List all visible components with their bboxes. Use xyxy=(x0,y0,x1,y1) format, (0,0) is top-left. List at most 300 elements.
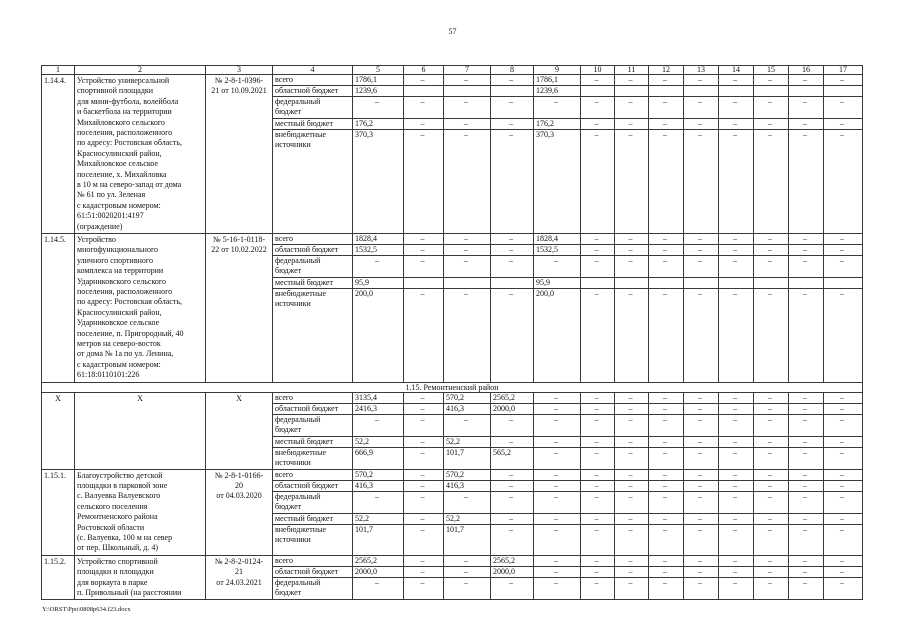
amount-cell: – xyxy=(649,480,684,491)
amount-cell: – xyxy=(404,130,444,234)
column-number: 3 xyxy=(206,66,273,75)
amount-cell: – xyxy=(534,555,581,566)
description-line: для мини-футбола, волейбола xyxy=(77,96,179,106)
amount-cell: – xyxy=(824,577,863,600)
amount-cell: – xyxy=(615,414,649,436)
funding-table-body xyxy=(42,66,863,600)
amount-cell: – xyxy=(615,234,649,245)
amount-cell xyxy=(615,278,649,289)
amount-cell: – xyxy=(615,566,649,577)
amount-cell: – xyxy=(789,245,824,256)
amount-cell: – xyxy=(444,234,491,245)
column-number: 4 xyxy=(273,66,353,75)
amount-cell: 2000,0 xyxy=(491,403,534,414)
description-line: и баскетбола на территории xyxy=(77,107,172,117)
amount-cell: – xyxy=(404,480,444,491)
amount-cell: – xyxy=(754,130,789,234)
amount-cell: – xyxy=(824,513,863,524)
funding-source-line: областной бюджет xyxy=(275,245,339,254)
funding-source-cell xyxy=(273,130,353,234)
approval-document-cell xyxy=(206,234,273,383)
amount-cell: – xyxy=(649,577,684,600)
funding-source-cell xyxy=(273,513,353,524)
amount-cell: 2000,0 xyxy=(491,566,534,577)
document-line: от 24.03.2021 xyxy=(216,577,262,587)
description-line: (с. Валуевка, 100 м на север xyxy=(77,533,173,543)
document-line: 20 xyxy=(235,481,243,490)
amount-cell: 1239,6 xyxy=(353,86,404,97)
amount-cell: 95,9 xyxy=(534,278,581,289)
amount-cell: – xyxy=(404,392,444,403)
approval-document-cell xyxy=(206,469,273,555)
amount-cell: – xyxy=(754,555,789,566)
amount-cell: – xyxy=(789,130,824,234)
amount-cell: – xyxy=(491,577,534,600)
amount-cell: 2416,3 xyxy=(353,403,404,414)
amount-cell: – xyxy=(824,234,863,245)
amount-cell: – xyxy=(649,555,684,566)
amount-cell: – xyxy=(491,469,534,480)
column-number: 7 xyxy=(444,66,491,75)
amount-cell: – xyxy=(444,256,491,278)
amount-cell: 52,2 xyxy=(444,436,491,447)
amount-cell: – xyxy=(491,97,534,119)
amount-cell xyxy=(824,278,863,289)
amount-cell: 52,2 xyxy=(444,513,491,524)
amount-cell: – xyxy=(754,289,789,383)
amount-cell: 101,7 xyxy=(444,524,491,555)
amount-cell: – xyxy=(719,75,754,86)
amount-cell: – xyxy=(581,130,615,234)
amount-cell: – xyxy=(404,447,444,469)
amount-cell: – xyxy=(754,245,789,256)
description-line: 61:51:0020201:4197 xyxy=(77,211,144,221)
description-line: Красносулинский район, xyxy=(77,307,162,317)
amount-cell: – xyxy=(581,256,615,278)
footer-file-path: Y:\ORST\Ppo\0808p634.f23.docx xyxy=(42,606,131,613)
amount-cell: 200,0 xyxy=(534,289,581,383)
description-line: по адресу: Ростовская область, xyxy=(77,297,182,307)
approval-document-cell xyxy=(206,75,273,234)
amount-cell: – xyxy=(615,403,649,414)
description-line: от дома № 1а по ул. Ленина, xyxy=(77,349,174,359)
description-line: Михайловского сельского xyxy=(77,117,165,127)
amount-cell: – xyxy=(534,566,581,577)
amount-cell: – xyxy=(824,491,863,513)
document-line: № 2-8-1-0166- xyxy=(214,470,264,480)
column-number: 8 xyxy=(491,66,534,75)
amount-cell: – xyxy=(684,436,719,447)
description-line: Ремонтненского района xyxy=(77,512,158,522)
amount-cell: – xyxy=(444,119,491,130)
description-line: спортивной площадки xyxy=(77,86,154,96)
funding-source-cell xyxy=(273,256,353,278)
amount-cell: – xyxy=(404,234,444,245)
item-number-cell: 1.15.1. xyxy=(42,469,75,555)
amount-cell: – xyxy=(789,491,824,513)
funding-source-cell xyxy=(273,278,353,289)
amount-cell: – xyxy=(684,480,719,491)
amount-cell: – xyxy=(353,414,404,436)
description-line: поселения, расположенного xyxy=(77,287,173,297)
amount-cell: – xyxy=(649,256,684,278)
funding-source-line: местный бюджет xyxy=(275,436,333,446)
item-description-cell xyxy=(75,392,206,469)
amount-cell: – xyxy=(615,97,649,119)
amount-cell: – xyxy=(649,75,684,86)
amount-cell: – xyxy=(534,392,581,403)
amount-cell: – xyxy=(649,245,684,256)
amount-cell: 1786,1 xyxy=(534,75,581,86)
amount-cell: – xyxy=(534,524,581,555)
amount-cell: – xyxy=(754,491,789,513)
description-line: по адресу: Ростовская область, xyxy=(77,138,182,148)
description-line: 61:18:0110101:226 xyxy=(77,370,140,380)
amount-cell: 52,2 xyxy=(353,513,404,524)
amount-cell: – xyxy=(684,245,719,256)
amount-cell: 95,9 xyxy=(353,278,404,289)
approval-document-cell xyxy=(206,555,273,600)
amount-cell: – xyxy=(754,414,789,436)
amount-cell: – xyxy=(444,491,491,513)
approval-document-cell xyxy=(206,392,273,469)
amount-cell: – xyxy=(444,577,491,600)
column-number-row xyxy=(42,66,863,75)
funding-row xyxy=(42,555,863,566)
amount-cell: – xyxy=(534,97,581,119)
column-number: 14 xyxy=(719,66,754,75)
amount-cell: – xyxy=(684,403,719,414)
amount-cell: – xyxy=(649,97,684,119)
amount-cell: – xyxy=(789,436,824,447)
amount-cell: – xyxy=(684,491,719,513)
amount-cell: – xyxy=(719,234,754,245)
amount-cell: – xyxy=(581,577,615,600)
amount-cell: – xyxy=(789,577,824,600)
amount-cell: – xyxy=(824,555,863,566)
amount-cell: – xyxy=(404,119,444,130)
amount-cell xyxy=(444,278,491,289)
amount-cell: – xyxy=(581,392,615,403)
amount-cell: – xyxy=(615,436,649,447)
funding-source-cell xyxy=(273,119,353,130)
amount-cell xyxy=(649,278,684,289)
amount-cell: – xyxy=(719,447,754,469)
description-line: площадки и площадки xyxy=(77,567,154,577)
description-line: поселение, х. Михайловка xyxy=(77,169,167,179)
amount-cell xyxy=(684,278,719,289)
amount-cell: – xyxy=(581,480,615,491)
funding-source-line: источники xyxy=(275,140,311,149)
amount-cell: – xyxy=(719,119,754,130)
amount-cell: – xyxy=(649,469,684,480)
funding-source-cell xyxy=(273,75,353,86)
amount-cell: – xyxy=(404,524,444,555)
description-line: № 61 по ул. Зеленая xyxy=(77,190,146,200)
amount-cell: – xyxy=(719,524,754,555)
description-line: площадки в парковой зоне xyxy=(77,481,168,490)
amount-cell: 570,2 xyxy=(444,469,491,480)
amount-cell: – xyxy=(404,491,444,513)
amount-cell: – xyxy=(684,392,719,403)
funding-source-line: внебюджетные xyxy=(275,289,326,298)
amount-cell: 101,7 xyxy=(353,524,404,555)
funding-source-line: областной бюджет xyxy=(275,86,339,95)
column-number: 15 xyxy=(754,66,789,75)
column-number: 1 xyxy=(42,66,75,75)
amount-cell: 3135,4 xyxy=(353,392,404,403)
amount-cell: – xyxy=(353,491,404,513)
amount-cell: – xyxy=(649,491,684,513)
amount-cell: – xyxy=(581,289,615,383)
amount-cell: – xyxy=(684,75,719,86)
amount-cell: – xyxy=(581,566,615,577)
amount-cell: – xyxy=(444,245,491,256)
amount-cell: – xyxy=(444,97,491,119)
funding-source-line: бюджет xyxy=(275,107,302,116)
amount-cell: – xyxy=(754,480,789,491)
amount-cell: – xyxy=(491,436,534,447)
amount-cell: – xyxy=(534,256,581,278)
funding-source-line: федеральный xyxy=(275,577,321,587)
amount-cell: – xyxy=(615,577,649,600)
funding-source-line: федеральный xyxy=(275,97,321,106)
amount-cell xyxy=(649,86,684,97)
amount-cell: – xyxy=(615,392,649,403)
amount-cell: – xyxy=(649,119,684,130)
amount-cell: – xyxy=(615,555,649,566)
amount-cell: – xyxy=(684,524,719,555)
amount-cell: – xyxy=(824,130,863,234)
amount-cell: – xyxy=(615,491,649,513)
column-number: 9 xyxy=(534,66,581,75)
amount-cell: – xyxy=(789,392,824,403)
funding-source-line: всего xyxy=(275,392,294,402)
amount-cell: 2000,0 xyxy=(353,566,404,577)
amount-cell: – xyxy=(789,234,824,245)
amount-cell xyxy=(615,86,649,97)
column-number: 11 xyxy=(615,66,649,75)
amount-cell: 52,2 xyxy=(353,436,404,447)
funding-source-line: источники xyxy=(275,299,311,308)
description-line: с. Валуевка Валуевского xyxy=(77,491,161,501)
amount-cell: – xyxy=(581,491,615,513)
funding-source-cell xyxy=(273,289,353,383)
amount-cell: – xyxy=(615,245,649,256)
amount-cell: – xyxy=(404,256,444,278)
funding-source-line: федеральный xyxy=(275,414,321,424)
column-number: 5 xyxy=(353,66,404,75)
document-line: 21 от 10.09.2021 xyxy=(211,86,267,96)
amount-cell: – xyxy=(534,469,581,480)
funding-source-line: бюджет xyxy=(275,266,302,275)
column-number: 2 xyxy=(75,66,206,75)
amount-cell: – xyxy=(789,480,824,491)
column-number: 10 xyxy=(581,66,615,75)
description-line: в 10 м на северо-запад от дома xyxy=(77,180,182,190)
amount-cell: – xyxy=(491,289,534,383)
section-header-row xyxy=(42,382,863,392)
amount-cell: – xyxy=(824,289,863,383)
amount-cell: – xyxy=(754,577,789,600)
description-line: для воркаута в парке xyxy=(77,577,148,587)
amount-cell: 666,9 xyxy=(353,447,404,469)
amount-cell: – xyxy=(719,577,754,600)
amount-cell: – xyxy=(404,289,444,383)
amount-cell: – xyxy=(534,513,581,524)
amount-cell: – xyxy=(754,436,789,447)
amount-cell: – xyxy=(649,513,684,524)
amount-cell: 2565,2 xyxy=(491,392,534,403)
amount-cell xyxy=(684,86,719,97)
amount-cell: – xyxy=(789,469,824,480)
amount-cell: 570,2 xyxy=(444,392,491,403)
amount-cell: – xyxy=(491,245,534,256)
funding-source-cell xyxy=(273,524,353,555)
funding-source-line: всего xyxy=(275,469,294,479)
amount-cell: – xyxy=(649,524,684,555)
amount-cell: – xyxy=(649,289,684,383)
document-line: X xyxy=(236,393,242,403)
amount-cell: – xyxy=(581,75,615,86)
amount-cell: – xyxy=(824,392,863,403)
description-line: поселения, расположенного xyxy=(77,128,173,138)
funding-source-line: всего xyxy=(275,555,294,565)
amount-cell: 1532,5 xyxy=(534,245,581,256)
amount-cell: – xyxy=(581,414,615,436)
amount-cell xyxy=(444,86,491,97)
amount-cell: – xyxy=(649,130,684,234)
funding-source-cell xyxy=(273,491,353,513)
amount-cell: – xyxy=(684,469,719,480)
column-number: 13 xyxy=(684,66,719,75)
description-line: Ударниковское сельское xyxy=(77,318,160,328)
description-line: уличного спортивного xyxy=(77,255,153,265)
amount-cell: – xyxy=(789,566,824,577)
amount-cell: – xyxy=(824,447,863,469)
amount-cell: – xyxy=(581,234,615,245)
amount-cell: – xyxy=(789,403,824,414)
amount-cell: – xyxy=(754,447,789,469)
amount-cell xyxy=(719,86,754,97)
amount-cell: – xyxy=(615,524,649,555)
funding-source-line: федеральный xyxy=(275,256,321,265)
amount-cell: – xyxy=(789,75,824,86)
amount-cell: – xyxy=(824,256,863,278)
column-number: 17 xyxy=(824,66,863,75)
amount-cell: – xyxy=(649,234,684,245)
amount-cell: – xyxy=(581,447,615,469)
funding-source-cell xyxy=(273,447,353,469)
amount-cell xyxy=(789,278,824,289)
amount-cell xyxy=(404,86,444,97)
amount-cell: – xyxy=(534,577,581,600)
amount-cell: – xyxy=(444,555,491,566)
amount-cell: 2565,2 xyxy=(353,555,404,566)
amount-cell: – xyxy=(404,75,444,86)
funding-source-line: бюджет xyxy=(275,424,302,434)
amount-cell: – xyxy=(824,414,863,436)
amount-cell: – xyxy=(404,403,444,414)
funding-source-line: областной бюджет xyxy=(275,566,339,576)
amount-cell: – xyxy=(534,414,581,436)
amount-cell: – xyxy=(789,289,824,383)
funding-source-cell xyxy=(273,480,353,491)
description-line: многофункционального xyxy=(77,245,159,255)
amount-cell: 370,3 xyxy=(534,130,581,234)
funding-source-cell xyxy=(273,469,353,480)
amount-cell: 416,3 xyxy=(353,480,404,491)
amount-cell xyxy=(789,86,824,97)
amount-cell xyxy=(719,278,754,289)
document-line: от 04.03.2020 xyxy=(216,491,262,501)
amount-cell: – xyxy=(615,130,649,234)
amount-cell: – xyxy=(353,577,404,600)
amount-cell: – xyxy=(684,513,719,524)
item-description-cell xyxy=(75,469,206,555)
description-line: с кадастровым номером: xyxy=(77,200,161,210)
amount-cell: – xyxy=(491,524,534,555)
funding-source-cell xyxy=(273,566,353,577)
amount-cell: – xyxy=(615,75,649,86)
amount-cell: – xyxy=(754,75,789,86)
description-line: Красносулинский район, xyxy=(77,148,162,158)
amount-cell: – xyxy=(404,566,444,577)
amount-cell: – xyxy=(684,289,719,383)
amount-cell: – xyxy=(491,119,534,130)
amount-cell: – xyxy=(824,75,863,86)
amount-cell: 200,0 xyxy=(353,289,404,383)
amount-cell: – xyxy=(581,469,615,480)
amount-cell: – xyxy=(353,97,404,119)
amount-cell: – xyxy=(615,447,649,469)
amount-cell: – xyxy=(615,469,649,480)
description-line: метров на северо-восток xyxy=(77,339,161,349)
funding-source-line: внебюджетные xyxy=(275,447,326,457)
funding-source-line: всего xyxy=(275,75,294,84)
amount-cell: – xyxy=(719,245,754,256)
funding-source-line: бюджет xyxy=(275,587,302,597)
amount-cell: – xyxy=(404,469,444,480)
column-number: 6 xyxy=(404,66,444,75)
item-description-cell xyxy=(75,555,206,600)
amount-cell xyxy=(581,278,615,289)
amount-cell: – xyxy=(534,447,581,469)
funding-source-cell xyxy=(273,403,353,414)
amount-cell xyxy=(491,86,534,97)
amount-cell xyxy=(754,278,789,289)
amount-cell: – xyxy=(649,566,684,577)
amount-cell: – xyxy=(719,392,754,403)
amount-cell: – xyxy=(444,289,491,383)
funding-row xyxy=(42,234,863,245)
amount-cell: – xyxy=(754,524,789,555)
amount-cell: – xyxy=(684,130,719,234)
amount-cell: – xyxy=(719,256,754,278)
amount-cell: – xyxy=(581,119,615,130)
amount-cell: – xyxy=(719,566,754,577)
amount-cell: 1786,1 xyxy=(353,75,404,86)
amount-cell: – xyxy=(754,469,789,480)
funding-source-line: местный бюджет xyxy=(275,513,333,523)
amount-cell xyxy=(404,278,444,289)
amount-cell: – xyxy=(581,555,615,566)
amount-cell: 370,3 xyxy=(353,130,404,234)
amount-cell: – xyxy=(824,524,863,555)
amount-cell: – xyxy=(789,513,824,524)
amount-cell: – xyxy=(491,480,534,491)
amount-cell: – xyxy=(649,392,684,403)
